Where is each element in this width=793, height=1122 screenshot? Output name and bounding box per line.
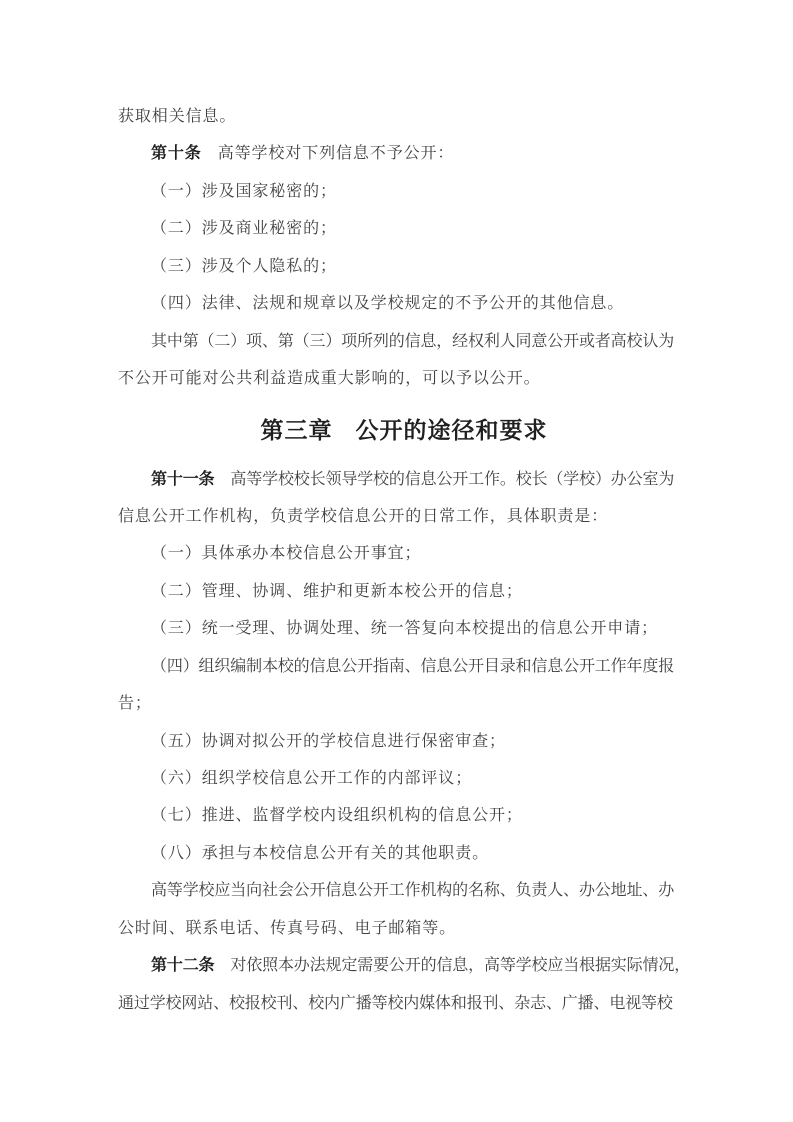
text-line: [118, 909, 690, 946]
line-text: （七）推进、监督学校内设组织机构的信息公开；: [151, 805, 523, 825]
text-line: [118, 572, 690, 609]
line-text: （八）承担与本校信息公开有关的其他职责。: [151, 842, 490, 862]
line-text: （五）协调对拟公开的学校信息进行保密审查；: [151, 730, 506, 750]
text-line: [118, 684, 690, 721]
text-line: [118, 460, 690, 497]
chapter-title: 公开的途径和要求: [355, 417, 548, 444]
line-text: 公时间、联系电话、传真号码、电子邮箱等。: [118, 917, 457, 937]
text-line: [118, 284, 690, 321]
line-text: 通过学校网站、校报校刊、校内广播等校内媒体和报刊、杂志、广播、电视等校: [118, 992, 673, 1012]
line-text: 其中第（二）项、第（三）项所列的信息，经权利人同意公开或者高校认为: [151, 330, 675, 350]
article-number-label: 第十一条: [151, 468, 215, 488]
article-number-label: 第十二条: [151, 955, 215, 975]
line-text: 高等学校校长领导学校的信息公开工作。校长（学校）办公室为: [230, 468, 675, 488]
line-text: 获取相关信息。: [118, 106, 237, 125]
text-line: [118, 796, 690, 833]
text-line: [118, 609, 690, 646]
line-text: （三）统一受理、协调处理、统一答复向本校提出的信息公开申请；: [151, 618, 659, 638]
text-line: [118, 984, 690, 1021]
text-line: [118, 647, 690, 684]
text-line: [118, 834, 690, 871]
text-line: [118, 97, 690, 134]
chapter-number: 第三章: [260, 417, 333, 444]
line-text: （三）涉及个人隐私的；: [151, 255, 337, 275]
line-text: （六）组织学校信息公开工作的内部评议；: [151, 768, 473, 787]
document-content: [118, 97, 690, 1021]
text-line: [118, 322, 690, 359]
text-line: [118, 722, 690, 759]
article-number-label: 第十条: [151, 143, 202, 163]
line-text: （一）涉及国家秘密的；: [151, 180, 337, 200]
line-text: 高等学校对下列信息不予公开：: [217, 143, 455, 163]
text-line: [118, 359, 690, 396]
text-line: [118, 871, 690, 908]
line-text: （一）具体承办本校信息公开事宜；: [151, 543, 422, 563]
line-text: 信息公开工作机构，负责学校信息公开的日常工作，具体职责是：: [118, 505, 609, 525]
line-text: （四）组织编制本校的信息公开指南、信息公开目录和信息公开工作年度报: [151, 655, 675, 675]
line-text: （二）涉及商业秘密的；: [151, 218, 337, 238]
line-text: 对依照本办法规定需要公开的信息，高等学校应当根据实际情况，: [230, 955, 691, 975]
text-line: [118, 134, 690, 171]
line-text: 高等学校应当向社会公开信息公开工作机构的名称、负责人、办公地址、办: [151, 880, 675, 900]
text-line: [118, 534, 690, 571]
text-line: [118, 759, 690, 796]
text-line: [118, 497, 690, 534]
text-line: [118, 172, 690, 209]
chapter-heading: [118, 397, 690, 460]
text-line: [118, 247, 690, 284]
line-text: （二）管理、协调、维护和更新本校公开的信息；: [151, 580, 523, 600]
line-text: 不公开可能对公共利益造成重大影响的，可以予以公开。: [118, 368, 541, 388]
text-line: [118, 209, 690, 246]
line-text: （四）法律、法规和规章以及学校规定的不予公开的其他信息。: [151, 293, 625, 313]
line-text: 告；: [118, 693, 152, 713]
text-line: [118, 946, 690, 983]
